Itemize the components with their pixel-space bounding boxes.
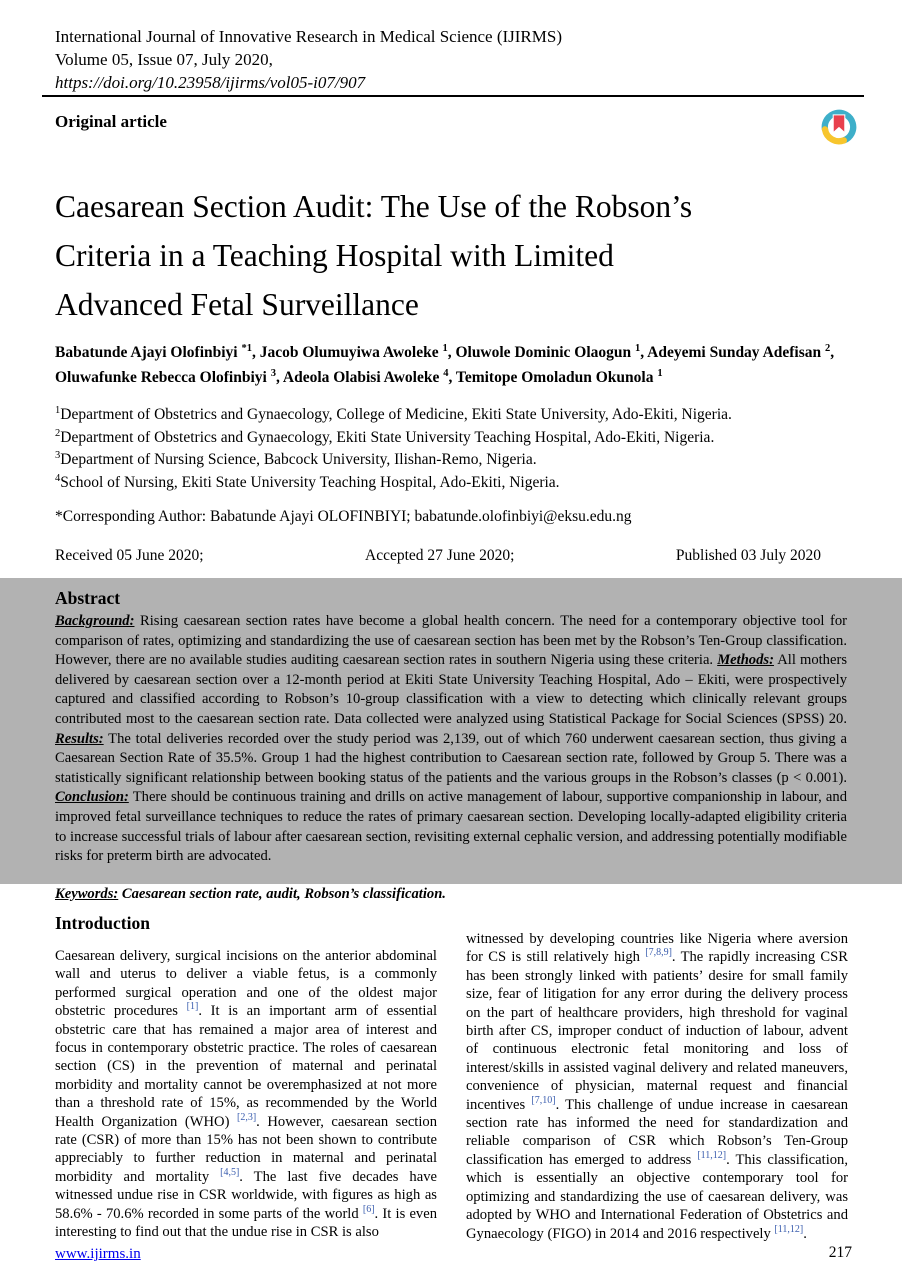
intro-text: . The last five decades have witnessed undue rise in CSR worldwide, with figures as high as 58.6% - 70.6% recorded in some parts of the world	[55, 1168, 437, 1222]
author-affil-sup: 1	[442, 342, 448, 354]
abstract-label-conclusion: Conclusion:	[55, 789, 129, 806]
citation-ref[interactable]: [11,12]	[697, 1150, 727, 1162]
intro-text: . It is even interesting to find out that the undue rise in CSR is also	[55, 1205, 437, 1241]
affiliation-line	[55, 404, 855, 427]
affiliations-block	[55, 404, 855, 494]
affiliation-sup: 2	[55, 427, 61, 439]
abstract-label-methods: Methods:	[717, 652, 774, 669]
author-affil-sup: 4	[443, 367, 449, 379]
body-columns	[55, 905, 848, 1243]
received-date: Received 05 June 2020;	[55, 547, 204, 564]
affiliation-sup: 1	[55, 404, 61, 416]
citation-ref[interactable]: [2,3]	[237, 1111, 257, 1123]
author-name: , Jacob Olumuyiwa Awoleke	[251, 344, 443, 361]
abstract-results-text: The total deliveries recorded over the study period was 2,139, out of which 760 underwent caesarean section, thus giving a Caesarean Section Rate of 35.5%. Group 1 had the highest contribution to Caesarean section rate, followed by Group 5. There was a statistically significant relationship between booking status of the patients and the various groups in the Robson’s classes (p < 0.001).	[55, 730, 847, 786]
abstract-heading: Abstract	[55, 588, 121, 608]
author-affil-sup: 1	[657, 367, 663, 379]
page-number: 217	[828, 1244, 852, 1261]
author-name: , Oluwole Dominic Olaogun	[447, 344, 636, 361]
author-affil-sup: 1	[635, 342, 641, 354]
intro-text: Caesarean delivery, surgical incisions on the anterior abdominal wall and uterus to deliver a viable fetus, is a commonly performed surgical operation and one of the oldest major obstetric procedures	[55, 948, 437, 1020]
citation-ref[interactable]: [4,5]	[220, 1167, 240, 1179]
affiliation-text: Department of Obstetrics and Gynaecology, Ekiti State University Teaching Hospital, Ado-Ekiti, Nigeria.	[60, 428, 715, 446]
abstract-label-background: Background:	[55, 613, 135, 629]
journal-header	[55, 25, 855, 94]
author-name: Babatunde Ajayi Olofinbiyi	[55, 344, 242, 361]
author-name: , Oluwafunke Rebecca Olofinbiyi	[55, 344, 835, 386]
citation-ref[interactable]: [1]	[186, 1001, 199, 1013]
affiliation-line	[55, 427, 855, 450]
accepted-date: Accepted 27 June 2020;	[365, 547, 515, 564]
affiliation-line	[55, 472, 855, 495]
authors-line	[55, 340, 855, 390]
logo-bookmark-icon	[833, 115, 845, 133]
intro-paragraph-right	[466, 930, 848, 1243]
abstract-background-text: Rising caesarean section rates have become a global health concern. The need for a contemporary objective tool for comparison of rates, optimizing and standardizing the use of caesarean section has been met by the Robson’s Ten-Group classification. However, there are no available studies auditing caesarean section rates in southern Nigeria using these criteria.	[55, 613, 847, 669]
right-column	[466, 905, 848, 1243]
title-line-3: Advanced Fetal Surveillance	[55, 287, 419, 322]
intro-text: . The rapidly increasing CSR has been strongly linked with patients’ desire for small family size, fear of litigation for any error during the delivery process on the part of healthcare providers, high threshold for vaginal birth after CS, improper conduct of induction of labour, advent of continuous electronic fetal monitoring and loss of interest/skills in assisted vaginal delivery and related maneuvers, convenience of physician, maternal request and financial incentives	[466, 949, 848, 1113]
intro-text: . This challenge of undue increase in caesarean section rate has informed the need for standardization and reliable comparison of CSR which Robson’s Ten-Group classification has emerged to address	[466, 1096, 848, 1168]
author-affil-sup: 3	[270, 367, 276, 379]
keywords-text: Caesarean section rate, audit, Robson’s classification.	[118, 885, 446, 902]
introduction-heading: Introduction	[55, 913, 150, 933]
doi-text: https://doi.org/10.23958/ijirms/vol05-i07/907	[55, 73, 366, 92]
author-name: , Temitope Omoladun Okunola	[448, 369, 658, 386]
published-date: Published 03 July 2020	[675, 547, 821, 564]
affiliation-sup: 4	[55, 472, 61, 484]
header-divider	[42, 95, 864, 97]
article-type-label: Original article	[55, 112, 167, 131]
author-name: , Adeola Olabisi Awoleke	[275, 369, 444, 386]
dates-row	[55, 547, 821, 565]
affiliation-sup: 3	[55, 449, 61, 461]
intro-text: witnessed by developing countries like Nigeria where aversion for CS is still relatively high	[466, 931, 848, 966]
affiliation-text: Department of Obstetrics and Gynaecology, College of Medicine, Ekiti State University, Ado-Ekiti, Nigeria.	[60, 406, 732, 423]
author-name: , Adeyemi Sunday Adefisan	[640, 344, 826, 361]
journal-name: International Journal of Innovative Research in Medical Science (IJIRMS)	[55, 27, 563, 46]
journal-logo-icon	[819, 107, 859, 147]
volume-issue-line: Volume 05, Issue 07, July 2020,	[55, 50, 273, 69]
affiliation-line	[55, 449, 855, 472]
paper-title	[55, 182, 867, 329]
corresponding-author-line: *Corresponding Author: Babatunde Ajayi OLOFINBIYI; babatunde.olofinbiyi@eksu.edu.ng	[55, 508, 632, 525]
intro-text: . It is an important arm of essential obstetric care that has remained a major area of interest and focus in contemporary obstetric practice. The roles of caesarean section (CS) in the prevention of maternal and perinatal morbidity and mortality cannot be overemphasized at not more than a threshold rate of 15%, as recommended by the World Health Organization (WHO)	[55, 1003, 437, 1130]
left-column	[55, 905, 437, 1243]
citation-ref[interactable]: [7,10]	[531, 1094, 556, 1106]
author-affil-sup: 2	[825, 342, 831, 354]
citation-ref[interactable]: [7,8,9]	[645, 947, 672, 959]
affiliation-text: School of Nursing, Ekiti State University Teaching Hospital, Ado-Ekiti, Nigeria.	[60, 473, 560, 491]
affiliation-text: Department of Nursing Science, Babcock University, Ilishan-Remo, Nigeria.	[60, 451, 537, 468]
citation-ref[interactable]: [11,12]	[774, 1223, 804, 1235]
abstract-text	[55, 612, 847, 867]
intro-text: .	[803, 1225, 807, 1242]
journal-website-link[interactable]: www.ijirms.in	[55, 1246, 141, 1262]
intro-text: . This classification, which is essentially an objective contemporary tool for optimizing and standardizing the use of caesarean delivery, was adopted by WHO and International Federation of Obstetrics and Gynaecology (FIGO) in 2014 and 2016 respectively	[466, 1151, 848, 1242]
abstract-section	[0, 578, 902, 902]
abstract-conclusion-text: There should be continuous training and drills on active management of labour, supportive companionship in labour, and improved fetal surveillance techniques to reduce the rates of primary caesarean section. Developing locally-adapted eligibility criteria to increase successful trials of labour after caesarean section, revisiting external cephalic version, and addressing potentially modifiable risks for preterm birth are advocated.	[55, 789, 847, 865]
abstract-label-results: Results:	[55, 730, 104, 747]
abstract-methods-text: All mothers delivered by caesarean section over a 12-month period at Ekiti State University Teaching Hospital, Ado – Ekiti, were prospectively captured and classified according to Robson’s 10-group classification with a view to detecting which clinically relevant groups contributed most to the caesarean section rate. Data collected were analyzed using Statistical Package for Social Sciences (SPSS) 20.	[55, 652, 847, 727]
intro-paragraph-left	[55, 947, 437, 1242]
intro-text: . However, caesarean section rate (CSR) of more than 15% has not been shown to contribute appreciably to further reduction in maternal and perinatal morbidity and mortality	[55, 1113, 438, 1185]
keywords-line	[55, 886, 847, 903]
title-line-2: Criteria in a Teaching Hospital with Limited	[55, 238, 614, 273]
citation-ref[interactable]: [6]	[362, 1203, 375, 1215]
title-line-1: Caesarean Section Audit: The Use of the Robson’s	[55, 189, 693, 224]
keywords-label: Keywords:	[55, 885, 119, 902]
author-affil-sup: *1	[241, 342, 252, 354]
